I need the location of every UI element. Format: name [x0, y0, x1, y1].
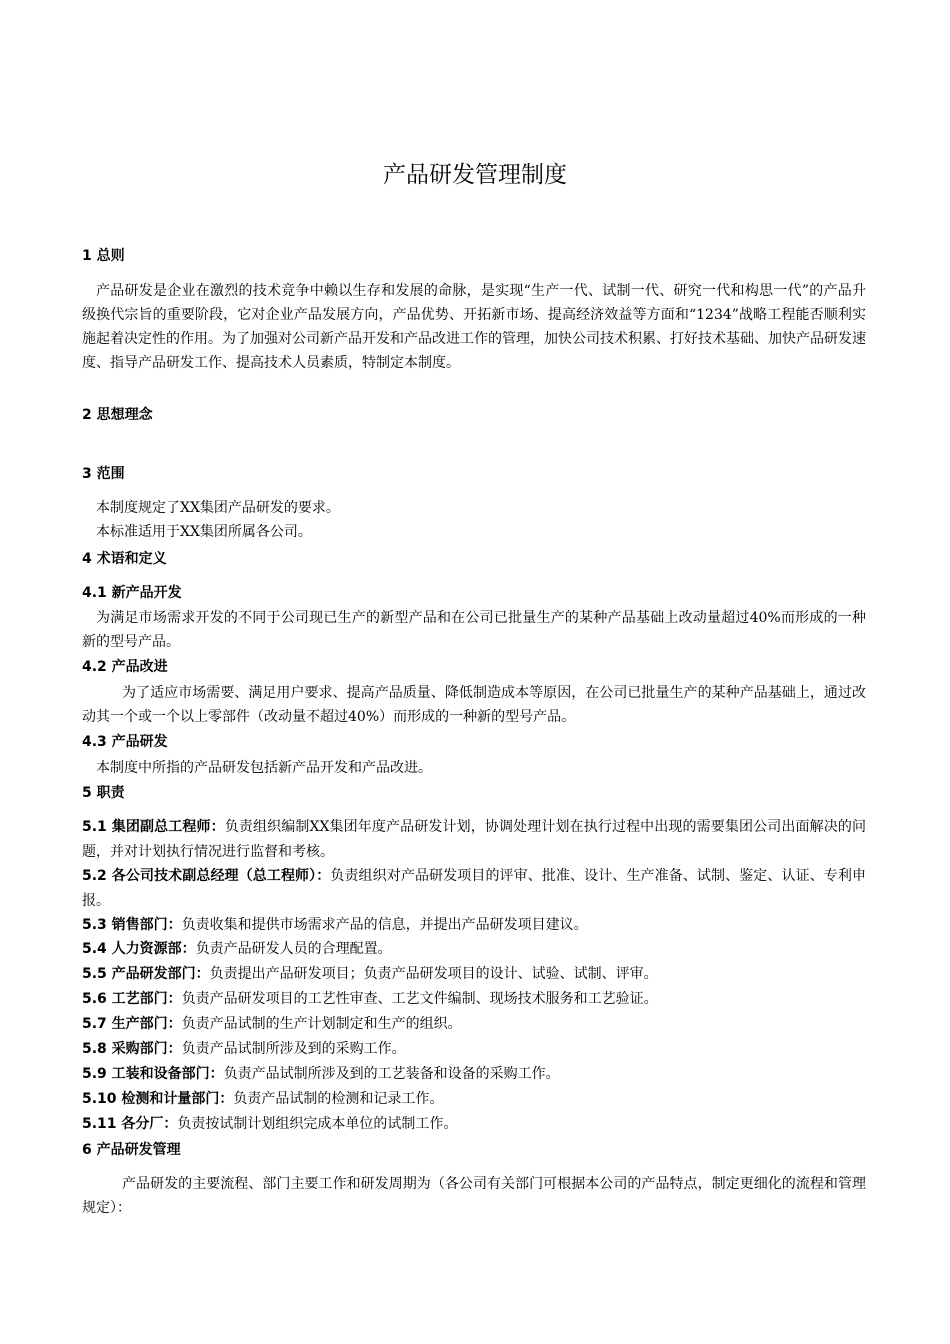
duty-text: 负责产品试制所涉及到的采购工作。 [181, 1041, 406, 1057]
section-body-rd-management: 产品研发的主要流程、部门主要工作和研发周期为（各公司有关部门可根据本公司的产品特点，制定更细化的流程和管理规定）： [82, 1176, 866, 1216]
duty-item [82, 1037, 866, 1062]
definition-product-rd: 本制度中所指的产品研发包括新产品开发和产品改进。 [96, 760, 432, 776]
scope-line-1: 本制度规定了XX集团产品研发的要求。 [96, 500, 340, 516]
section-heading-philosophy: 2 思想理念 [82, 407, 153, 423]
duty-text: 负责提出产品研发项目；负责产品研发项目的设计、试验、试制、评审。 [209, 966, 658, 982]
duty-item [82, 987, 866, 1012]
section-heading-duties: 5 职责 [82, 785, 125, 801]
duty-item [82, 1112, 866, 1137]
subheading-new-product: 4.1 新产品开发 [82, 585, 182, 601]
duty-label: 5.5 产品研发部门： [82, 966, 210, 982]
duty-text: 负责产品试制的生产计划制定和生产的组织。 [181, 1016, 462, 1032]
duty-item [82, 815, 866, 865]
duty-label: 5.9 工装和设备部门： [82, 1066, 224, 1082]
duty-text: 负责收集和提供市场需求产品的信息，并提出产品研发项目建议。 [181, 917, 588, 933]
duty-label: 5.11 各分厂： [82, 1116, 178, 1132]
section-heading-general: 1 总则 [82, 248, 125, 264]
duty-item [82, 913, 866, 938]
duty-label: 5.3 销售部门： [82, 917, 182, 933]
document-title: 产品研发管理制度 [383, 162, 567, 188]
duty-text: 负责产品研发人员的合理配置。 [195, 941, 392, 957]
duty-label: 5.4 人力资源部： [82, 941, 196, 957]
duty-text: 负责组织编制XX集团年度产品研发计划，协调处理计划在执行过程中出现的需要集团公司出面解决的问题，并对计划执行情况进行监督和考核。 [82, 819, 866, 860]
duty-text: 负责产品试制所涉及到的工艺装备和设备的采购工作。 [223, 1066, 560, 1082]
duty-label: 5.6 工艺部门： [82, 991, 182, 1007]
section-heading-rd-management: 6 产品研发管理 [82, 1142, 181, 1158]
duty-item [82, 1062, 866, 1087]
duty-text: 负责产品研发项目的工艺性审查、工艺文件编制、现场技术服务和工艺验证。 [181, 991, 658, 1007]
duty-item [82, 1087, 866, 1112]
duty-label: 5.1 集团副总工程师： [82, 819, 225, 835]
definition-new-product: 为满足市场需求开发的不同于公司现已生产的新型产品和在公司已批量生产的某种产品基础上改动量超过40%而形成的一种新的型号产品。 [82, 610, 866, 650]
duty-text: 负责按试制计划组织完成本单位的试制工作。 [177, 1116, 458, 1132]
duty-text: 负责产品试制的检测和记录工作。 [233, 1091, 444, 1107]
duty-text: 负责组织对产品研发项目的评审、批准、设计、生产准备、试制、鉴定、认证、专利申报。 [82, 868, 866, 909]
duty-item [82, 962, 866, 987]
duty-item [82, 1012, 866, 1037]
section-heading-scope: 3 范围 [82, 466, 125, 482]
definition-product-improvement: 为了适应市场需要、满足用户要求、提高产品质量、降低制造成本等原因，在公司已批量生产的某种产品基础上，通过改动其一个或一个以上零部件（改动量不超过40%）而形成的一种新的型号产品。 [82, 685, 866, 725]
section-heading-terms: 4 术语和定义 [82, 551, 167, 567]
duty-label: 5.2 各公司技术副总经理（总工程师）： [82, 868, 331, 884]
duty-label: 5.7 生产部门： [82, 1016, 182, 1032]
subheading-product-improvement: 4.2 产品改进 [82, 659, 168, 675]
duty-label: 5.8 采购部门： [82, 1041, 182, 1057]
section-body-general: 产品研发是企业在激烈的技术竞争中赖以生存和发展的命脉，是实现“生产一代、试制一代、研究一代和构思一代”的产品升级换代宗旨的重要阶段，它对企业产品发展方向，产品优势、开拓新市场、提高经济效益等方面和“1234”战略工程能否顺利实施起着决定性的作用。为了加强对公司新产品开发和产品改进工作的管理，加快公司技术积累、打好技术基础、加快产品研发速度、指导产品研发工作、提高技术人员素质，特制定本制度。 [82, 283, 866, 371]
duty-item [82, 937, 866, 962]
duty-label: 5.10 检测和计量部门： [82, 1091, 234, 1107]
duty-item [82, 864, 866, 914]
subheading-product-rd: 4.3 产品研发 [82, 734, 168, 750]
scope-line-2: 本标准适用于XX集团所属各公司。 [96, 524, 312, 540]
